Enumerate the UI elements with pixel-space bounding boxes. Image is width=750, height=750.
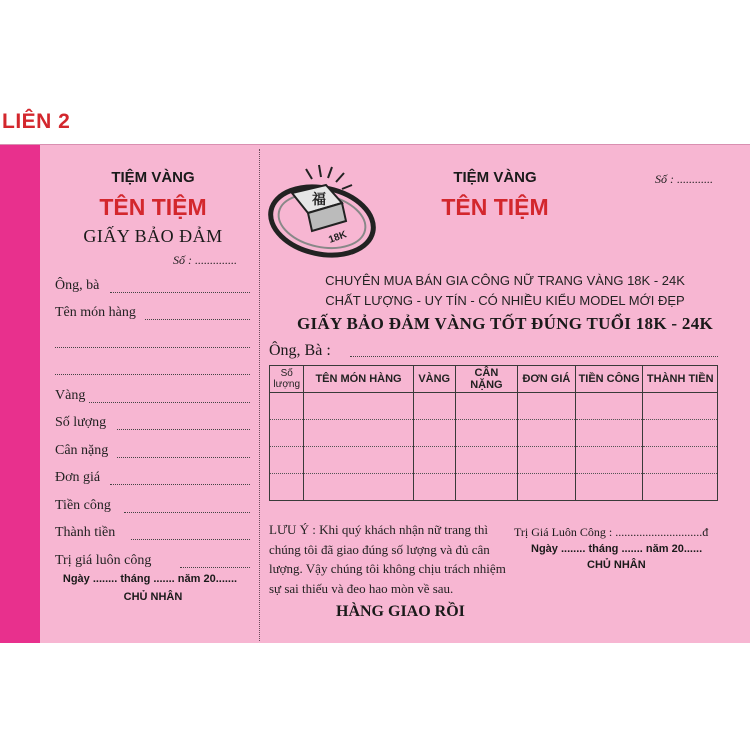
- main-doc-title: GIẤY BẢO ĐẢM VÀNG TỐT ĐÚNG TUỔI 18K - 24K: [296, 314, 714, 333]
- table-header-cell: THÀNH TIỀN: [643, 366, 718, 393]
- table-cell: [517, 420, 575, 447]
- stub-field-label: Vàng: [55, 388, 86, 403]
- table-row: [270, 393, 718, 420]
- items-table-header: [270, 366, 718, 393]
- table-cell: [517, 474, 575, 501]
- stub-field-line: [124, 512, 250, 513]
- stub-date: Ngày ........ tháng ....... năm 20.......: [62, 573, 238, 585]
- table-cell: [517, 447, 575, 474]
- stub-field-label: Tên món hàng: [55, 305, 136, 320]
- table-header-cell: VÀNG: [413, 366, 455, 393]
- main-date: Ngày ........ tháng ....... năm 20......: [531, 543, 703, 555]
- stub-field-label: Thành tiền: [55, 525, 116, 540]
- table-header-cell: CÂN NẶNG: [455, 366, 517, 393]
- table-cell: [413, 393, 455, 420]
- items-table: [269, 365, 718, 501]
- stub-field-line: [131, 539, 250, 540]
- table-cell: [575, 393, 643, 420]
- table-cell: [413, 420, 455, 447]
- table-cell: [304, 447, 413, 474]
- table-cell: [643, 420, 718, 447]
- items-table-body: [270, 393, 718, 501]
- stub-shop-label: TIỆM VÀNG: [111, 169, 195, 186]
- table-cell: [517, 393, 575, 420]
- table-cell: [455, 393, 517, 420]
- stub-field-line: [55, 374, 250, 375]
- stub-doc-title: GIẤY BẢO ĐẢM: [83, 226, 223, 246]
- main-number: Số : ............: [655, 172, 713, 186]
- main-shop-label: TIỆM VÀNG: [453, 169, 537, 186]
- table-header-cell: TIỀN CÔNG: [575, 366, 643, 393]
- stub-field-label: Cân nặng: [55, 443, 109, 458]
- stub-owner: CHỦ NHÂN: [123, 591, 183, 603]
- stub-field-line: [55, 347, 250, 348]
- stub-field-label: Số lượng: [55, 415, 107, 430]
- table-header-cell: Số lượng: [270, 366, 304, 393]
- stub-field-line: [117, 429, 250, 430]
- ring-character: 福: [312, 192, 326, 208]
- copy-label: LIÊN 2: [2, 110, 71, 133]
- table-cell: [413, 447, 455, 474]
- table-row: [270, 474, 718, 501]
- table-cell: [270, 420, 304, 447]
- table-cell: [575, 474, 643, 501]
- ring-karat-mark: 18K: [327, 229, 349, 246]
- stub-field-line: [117, 457, 250, 458]
- business-line-1: CHUYÊN MUA BÁN GIA CÔNG NỮ TRANG VÀNG 18K - 24K: [325, 273, 685, 288]
- stub-field-line: [110, 484, 250, 485]
- total-value-line: Trị Giá Luôn Công : .............................đ: [514, 525, 709, 539]
- table-cell: [413, 474, 455, 501]
- stub-field-line: [110, 292, 250, 293]
- binding-strip: [0, 145, 40, 643]
- table-cell: [270, 447, 304, 474]
- table-row: [270, 420, 718, 447]
- stub-field-label: Trị giá luôn công: [55, 553, 152, 568]
- main-shop-name: TÊN TIỆM: [441, 194, 549, 220]
- table-cell: [455, 474, 517, 501]
- disclaimer-note: LƯU Ý : Khi quý khách nhận nữ trang thì chúng tôi đã giao đúng số lượng và đủ cân lượng. Vậy chúng tôi không chịu trách nhiệm sự sai thiếu và đeo hao mòn về sau.: [269, 522, 506, 596]
- table-cell: [304, 420, 413, 447]
- stub-field-line: [89, 402, 250, 403]
- table-cell: [575, 420, 643, 447]
- table-row: [270, 447, 718, 474]
- table-cell: [643, 447, 718, 474]
- perforation-line: [259, 149, 260, 641]
- stub-field-label: Tiền công: [55, 498, 111, 513]
- stub-field-label: Ông, bà: [55, 278, 100, 293]
- table-cell: [643, 474, 718, 501]
- stub-field-line: [180, 567, 250, 568]
- table-cell: [575, 447, 643, 474]
- table-cell: [270, 474, 304, 501]
- table-cell: [455, 420, 517, 447]
- table-cell: [304, 393, 413, 420]
- table-header-cell: ĐƠN GIÁ: [517, 366, 575, 393]
- stub-number: Số : ..............: [173, 253, 237, 267]
- stub-field-label: Đơn giá: [55, 470, 101, 485]
- table-cell: [304, 474, 413, 501]
- table-cell: [270, 393, 304, 420]
- stub-shop-name: TÊN TIỆM: [99, 194, 207, 220]
- ring-logo: [264, 159, 384, 265]
- table-cell: [455, 447, 517, 474]
- stub-field-line: [145, 319, 250, 320]
- customer-label: Ông, Bà :: [269, 342, 331, 359]
- main-owner: CHỦ NHÂN: [587, 559, 646, 571]
- table-header-cell: TÊN MÓN HÀNG: [304, 366, 413, 393]
- table-cell: [643, 393, 718, 420]
- business-line-2: CHẤT LƯỢNG - UY TÍN - CÓ NHIỀU KIỂU MODEL MỚI ĐẸP: [325, 293, 685, 308]
- customer-line: [350, 356, 718, 357]
- receipt-sheet: [0, 144, 750, 643]
- delivered-label: HÀNG GIAO RỒI: [336, 603, 465, 620]
